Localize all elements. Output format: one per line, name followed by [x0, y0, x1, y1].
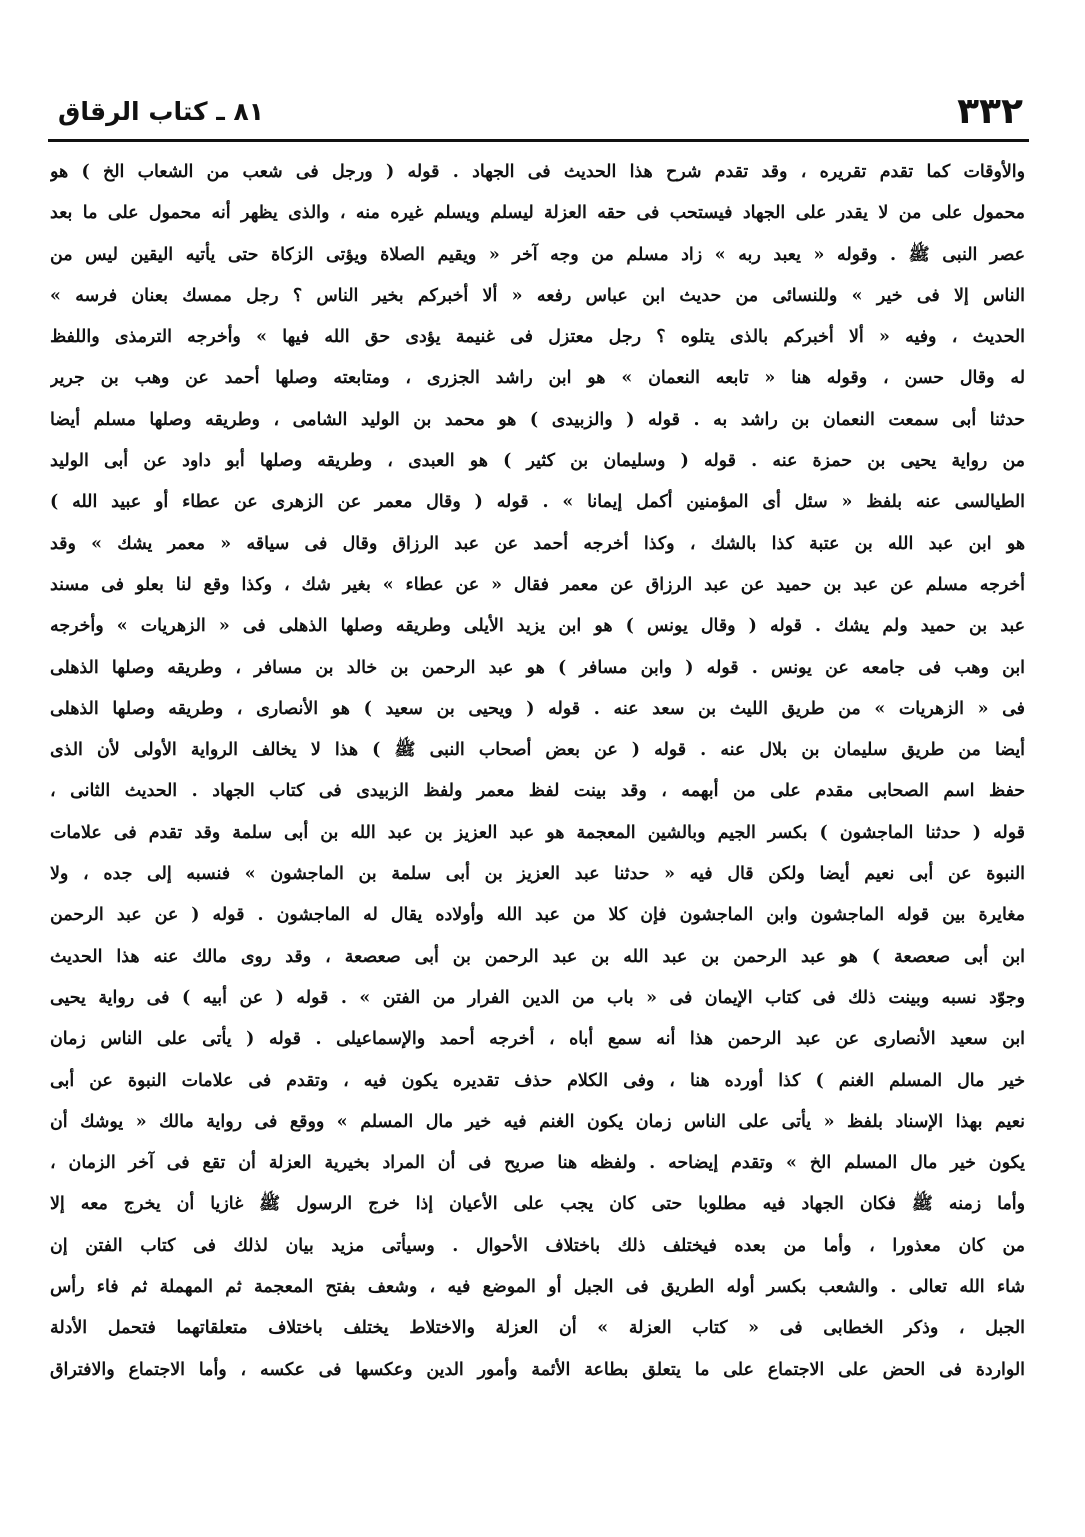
text-line: والأوقات كما تقدم تقريره ، وقد تقدم شرح هذا الحديث فى الجهاد . قوله ( ورجل فى شعب من الشعاب الخ ) هو — [50, 162, 1025, 182]
text-line: الطيالسى عنه بلفظ « سئل أى المؤمنين أكمل إيمانا » . قوله ( وقال معمر عن الزهرى عن عطاء أو عبيد الله ) — [50, 492, 1025, 513]
text-line: من كان معذورا ، وأما من بعده فيختلف ذلك باختلاف الأحوال . وسيأتى مزيد بيان لذلك فى كتاب الفتن إن — [50, 1235, 1025, 1256]
text-line: النبوة عن أبى نعيم أيضا ولكن قال فيه « حدثنا عبد العزيز بن أبى سلمة بن الماجشون » فنسبه إلى جده ، ولا — [50, 864, 1025, 885]
text-line: أخرجه مسلم عن عبد بن حميد عن عبد الرزاق عن معمر فقال « عن عطاء » بغير شك ، وكذا وقع لنا بعلو فى مسند — [50, 574, 1025, 595]
header-rule — [48, 139, 1029, 142]
text-line: وأما زمنه ﷺ فكان الجهاد فيه مطلوبا حتى كان يجب على الأعيان إذا خرج الرسول ﷺ غازيا أن يخرج معه إلا — [50, 1194, 1025, 1215]
text-line: الجبل ، وذكر الخطابى فى « كتاب العزلة » أن العزلة والاختلاط يختلف باختلاف متعلقاتهما فتحمل الأدلة — [50, 1318, 1025, 1339]
text-line: من رواية يحيى بن حمزة عنه . قوله ( وسليمان بن كثير ) هو العبدى ، وطريقه وصلها أبو داود عن أبى الوليد — [50, 451, 1025, 472]
running-head: ٨١ ـ كتاب الرقاق — [58, 97, 265, 126]
text-line: له وقال حسن ، وقوله هنا « تابعه النعمان » هو ابن راشد الجزرى ، ومتابعته وصلها أحمد عن وهب بن جرير — [50, 368, 1025, 389]
text-line: عصر النبى ﷺ . وقوله « يعبد ربه » زاد مسلم من وجه آخر « ويقيم الصلاة ويؤتى الزكاة حتى يأتيه اليقين ليس من — [50, 244, 1025, 265]
page-header — [58, 84, 1023, 132]
text-line: هو ابن عبد الله بن عتبة كذا بالشك ، وكذا أخرجه أحمد عن عبد الرزاق وقال فى سياقه « معمر يشك » وقد — [50, 533, 1025, 554]
text-line: الحديث ، وفيه « ألا أخبركم بالذى يتلوه ؟ رجل معتزل فى غنيمة يؤدى حق الله فيها » وأخرجه الترمذى واللفظ — [50, 327, 1025, 348]
text-line: عبد بن حميد ولم يشك . قوله ( وقال يونس ) هو ابن يزيد الأيلى وطريقه وصلها الذهلى فى « الزهريات » وأخرجه — [50, 616, 1025, 637]
text-line: محمول على من لا يقدر على الجهاد فيستحب فى حقه العزلة ليسلم ويسلم غيره منه ، والذى يظهر أنه محمول على ما بعد — [50, 203, 1025, 224]
text-line: حدثنا أبى سمعت النعمان بن راشد به . قوله ( والزبيدى ) هو محمد بن الوليد الشامى ، وطريقه وصلها مسلم أيضا — [50, 409, 1025, 430]
text-line: قوله ( حدثنا الماجشون ) بكسر الجيم وبالشين المعجمة هو عبد العزيز بن عبد الله بن أبى سلمة وقد تقدم فى علامات — [50, 822, 1025, 843]
text-line: وجوّد نسبه وبينت ذلك فى كتاب الإيمان فى « باب من الدين الفرار من الفتن » . قوله ( عن أبيه ) فى رواية يحيى — [50, 987, 1025, 1008]
text-line: خير مال المسلم الغنم ) كذا أورده هنا ، وفى الكلام حذف تقديره يكون فيه ، وتقدم فى علامات النبوة عن أبى — [50, 1070, 1025, 1091]
text-line: حفظ اسم الصحابى مقدم على من أبهمه ، وقد بينت لفظ معمر ولفظ الزبيدى فى كتاب الجهاد . الحديث الثانى ، — [50, 781, 1025, 802]
text-line: يكون خير مال المسلم الخ » وتقدم إيضاحه . ولفظه هنا صريح فى أن المراد بخيرية العزلة أن تقع فى آخر الزمان ، — [50, 1153, 1025, 1174]
text-line: نعيم بهذا الإسناد بلفظ « يأتى على الناس زمان يكون الغنم فيه خير مال المسلم » ووقع فى رواية مالك « يوشك أن — [50, 1111, 1025, 1132]
page-number: ٣٣٢ — [957, 91, 1023, 132]
text-line: ابن وهب فى جامعه عن يونس . قوله ( وابن مسافر ) هو عبد الرحمن بن خالد بن مسافر ، وطريقه وصلها الذهلى — [50, 657, 1025, 678]
text-line: ابن سعيد الأنصارى عن عبد الرحمن هذا أنه سمع أباه ، أخرجه أحمد والإسماعيلى . قوله ( يأتى على الناس زمان — [50, 1029, 1025, 1050]
text-line: شاء الله تعالى . والشعب بكسر أوله الطريق فى الجبل أو الموضع فيه ، وشعف بفتح المعجمة ثم المهملة ثم فاء رأس — [50, 1277, 1025, 1298]
text-line: الناس إلا فى خير » وللنسائى من حديث ابن عباس رفعه « ألا أخبركم بخير الناس ؟ رجل ممسك بعنان فرسه » — [50, 285, 1025, 306]
text-line: مغايرة بين قوله الماجشون وابن الماجشون فإن كلا من عبد الله وأولاده يقال له الماجشون . قوله ( عن عبد الرحمن — [50, 905, 1025, 926]
text-line: الواردة فى الحض على الاجتماع على ما يتعلق بطاعة الأئمة وأمور الدين وعكسها فى عكسه ، وأما الاجتماع والافتراق — [50, 1359, 1025, 1380]
text-line: ابن أبى صعصعة ) هو عبد الرحمن بن عبد الله بن عبد الرحمن بن أبى صعصعة ، وقد روى مالك عنه هذا الحديث — [50, 946, 1025, 967]
text-line: أيضا من طريق سليمان بن بلال عنه . قوله ( عن بعض أصحاب النبى ﷺ ) هذا لا يخالف الرواية الأولى لأن الذى — [50, 740, 1025, 761]
text-line: فى « الزهريات » من طريق الليث بن سعد عنه . قوله ( ويحيى بن سعيد ) هو الأنصارى ، وطريقه وصلها الذهلى — [50, 698, 1025, 719]
body-text — [50, 152, 1025, 1391]
